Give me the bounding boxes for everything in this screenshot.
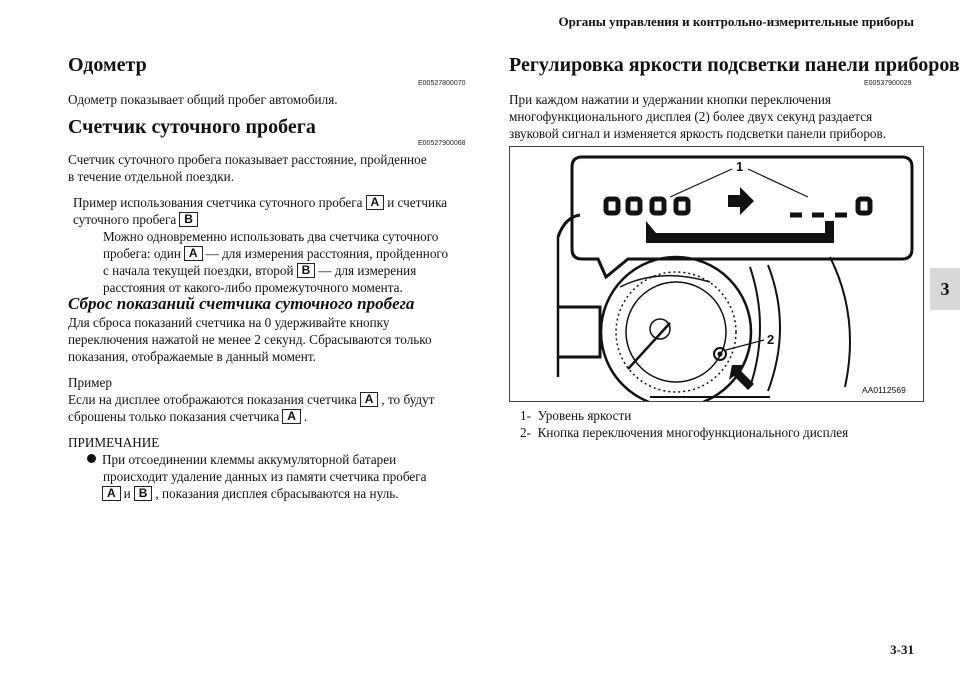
example-line-5: с начала текущей поездки, второй B — для измерения (103, 263, 417, 278)
brightness-line-2: многофункционального дисплея (2) более двух секунд раздается (509, 109, 873, 124)
note-line-2: происходит удаление данных из памяти счетчика пробега (103, 469, 427, 484)
tripmeter-line-2: в течение отдельной поездки. (68, 169, 235, 184)
panel-curve-left (558, 215, 580, 237)
trip-a-box: A (282, 409, 301, 424)
odometer-text: Одометр показывает общий пробег автомобиля. (68, 92, 338, 107)
figure-code: AA0112569 (862, 385, 906, 395)
callout-bubble (572, 157, 912, 277)
reset-example-line-2: сброшены только показания счетчика A . (68, 409, 308, 424)
callout-1-label: 1 (736, 159, 744, 174)
trip-a-box: A (366, 195, 385, 210)
chapter-tab: 3 (930, 268, 960, 310)
example-line-4: пробега: один A — для измерения расстояния, пройденного (103, 246, 449, 261)
legend-item-2: 2- Кнопка переключения многофункционального дисплея (520, 425, 849, 440)
gauge-outer (601, 257, 751, 401)
note-line-3: A и B , показания дисплея сбрасываются на нуль. (99, 485, 399, 502)
display-window (558, 307, 600, 357)
gauge-needle (628, 323, 670, 369)
tripmeter-line-1: Счетчик суточного пробега показывает расстояние, пройденное (68, 152, 427, 167)
note-label: ПРИМЕЧАНИЕ (68, 435, 160, 450)
trip-b-box: B (297, 263, 316, 278)
trip-a-box: A (102, 486, 121, 501)
odometer-code: E00527800070 (418, 80, 466, 87)
tripmeter-title: Счетчик суточного пробега (68, 116, 316, 138)
trip-b-box: B (179, 212, 198, 227)
trip-a-box: A (360, 392, 379, 407)
brightness-code: E00537900029 (864, 80, 912, 87)
brightness-line-1: При каждом нажатии и удержании кнопки переключения (509, 92, 831, 107)
page-number: 3-31 (890, 642, 914, 657)
odometer-title: Одометр (68, 54, 147, 76)
trip-a-box: A (184, 246, 203, 261)
reset-line-1: Для сброса показаний счетчика на 0 удерживайте кнопку (68, 315, 390, 330)
brightness-title: Регулировка яркости подсветки панели приборов (509, 54, 960, 76)
reset-line-3: показания, отображаемые в данный момент. (68, 349, 316, 364)
example-line-3: Можно одновременно использовать два счетчика суточного (103, 229, 439, 244)
tripmeter-code: E00527900068 (418, 140, 466, 147)
reset-example-line-1: Если на дисплее отображаются показания счетчика A , то будут (68, 392, 435, 407)
reset-line-2: переключения нажатой не менее 2 секунд. Сбрасываются только (68, 332, 432, 347)
bullet-icon (87, 454, 96, 463)
example-line-1: Пример использования счетчика суточного пробега A и счетчика (73, 195, 448, 210)
reset-example-label: Пример (68, 375, 112, 390)
example-line-2: суточного пробега B (73, 211, 201, 228)
right-arrow-icon (728, 187, 754, 215)
note-line-1: При отсоединении клеммы аккумуляторной батареи (87, 451, 396, 468)
callout-2-label: 2 (767, 332, 775, 347)
legend-item-1: 1- Уровень яркости (520, 408, 632, 423)
brightness-level-bar (646, 221, 834, 243)
reset-title: Сброс показаний счетчика суточного пробега (68, 294, 415, 313)
example-line-6: расстояния от какого-либо промежуточного момента. (103, 280, 403, 295)
brightness-line-3: звуковой сигнал и изменяется яркость подсветки панели приборов. (509, 126, 887, 141)
running-header: Органы управления и контрольно-измерительные приборы (558, 14, 914, 29)
instrument-panel-figure (509, 146, 924, 402)
trip-b-box: B (134, 486, 153, 501)
